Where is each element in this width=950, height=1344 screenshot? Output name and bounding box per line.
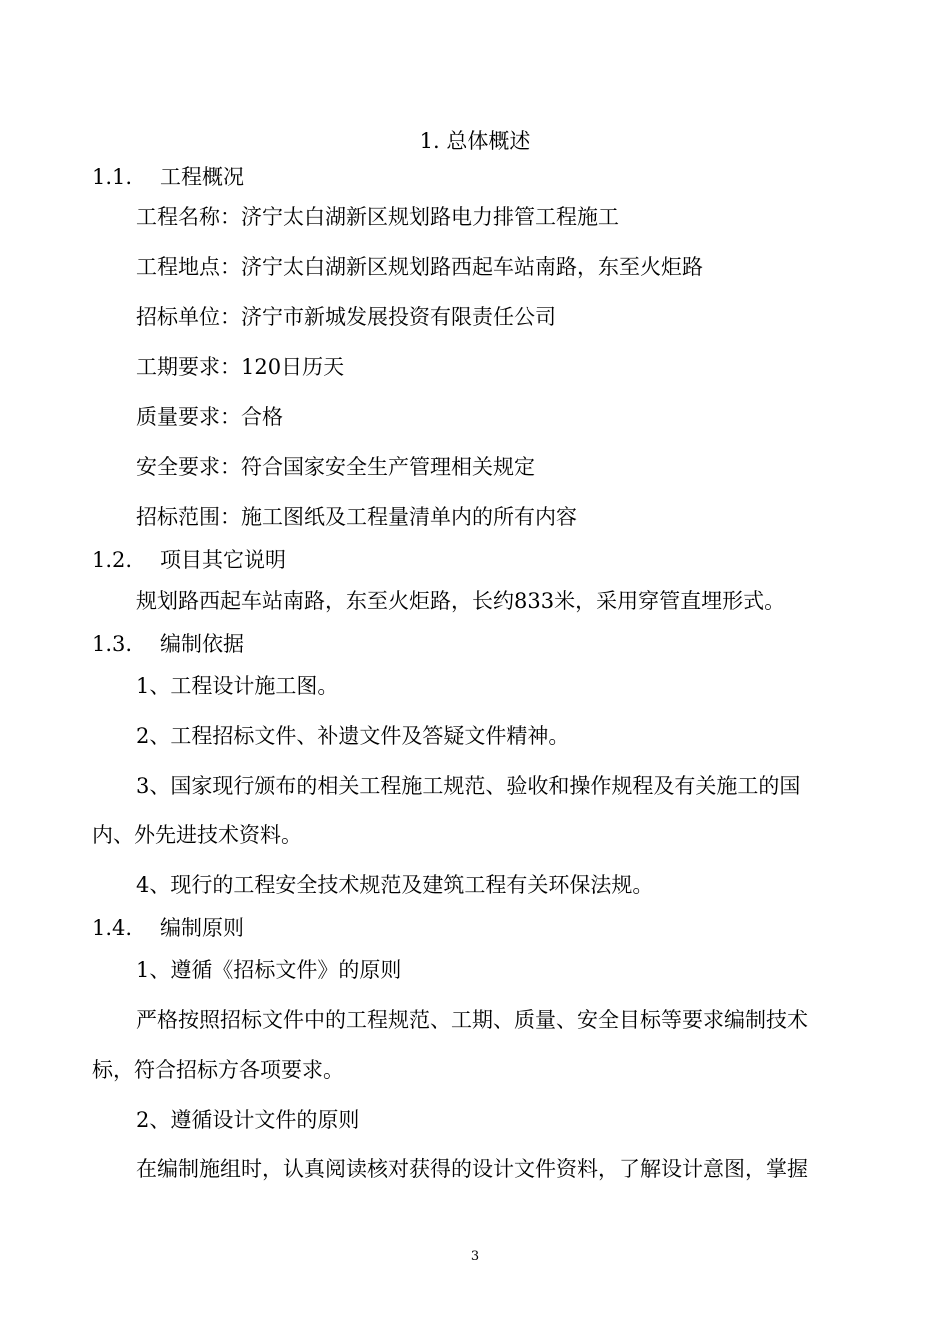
section-title: 项目其它说明	[160, 548, 286, 572]
duration-requirement: 工期要求：120日历天	[136, 355, 345, 379]
basis-item-3-line-2: 内、外先进技术资料。	[92, 823, 302, 847]
principle-1: 1、遵循《招标文件》的原则	[136, 958, 402, 982]
quality-requirement: 质量要求：合格	[136, 405, 283, 429]
principle-2-text-line-1: 在编制施组时，认真阅读核对获得的设计文件资料，了解设计意图，掌握	[136, 1157, 808, 1181]
basis-item-2: 2、工程招标文件、补遗文件及答疑文件精神。	[136, 724, 570, 748]
section-title: 工程概况	[160, 165, 244, 189]
basis-item-1: 1、工程设计施工图。	[136, 674, 339, 698]
project-name: 工程名称：济宁太白湖新区规划路电力排管工程施工	[136, 205, 619, 229]
section-number: 1.4.	[92, 916, 133, 940]
basis-item-3-line-1: 3、国家现行颁布的相关工程施工规范、验收和操作规程及有关施工的国	[136, 774, 801, 798]
page-number: 3	[470, 1249, 480, 1264]
principle-1-text-line-2: 标，符合招标方各项要求。	[92, 1058, 344, 1082]
principle-2: 2、遵循设计文件的原则	[136, 1108, 360, 1132]
section-number: 1.2.	[92, 548, 133, 572]
section-number: 1.3.	[92, 632, 133, 656]
bidding-scope: 招标范围：施工图纸及工程量清单内的所有内容	[136, 505, 577, 529]
principle-1-text-line-1: 严格按照招标文件中的工程规范、工期、质量、安全目标等要求编制技术	[136, 1008, 808, 1032]
project-location: 工程地点：济宁太白湖新区规划路西起车站南路，东至火炬路	[136, 255, 703, 279]
basis-item-4: 4、现行的工程安全技术规范及建筑工程有关环保法规。	[136, 873, 654, 897]
bidding-unit: 招标单位：济宁市新城发展投资有限责任公司	[136, 305, 556, 329]
section-number: 1.1.	[92, 165, 133, 189]
project-description: 规划路西起车站南路，东至火炬路，长约833米，采用穿管直埋形式。	[136, 589, 786, 613]
safety-requirement: 安全要求：符合国家安全生产管理相关规定	[136, 455, 535, 479]
document-title: 1. 总体概述	[419, 129, 531, 153]
section-title: 编制原则	[160, 916, 244, 940]
section-title: 编制依据	[160, 632, 244, 656]
